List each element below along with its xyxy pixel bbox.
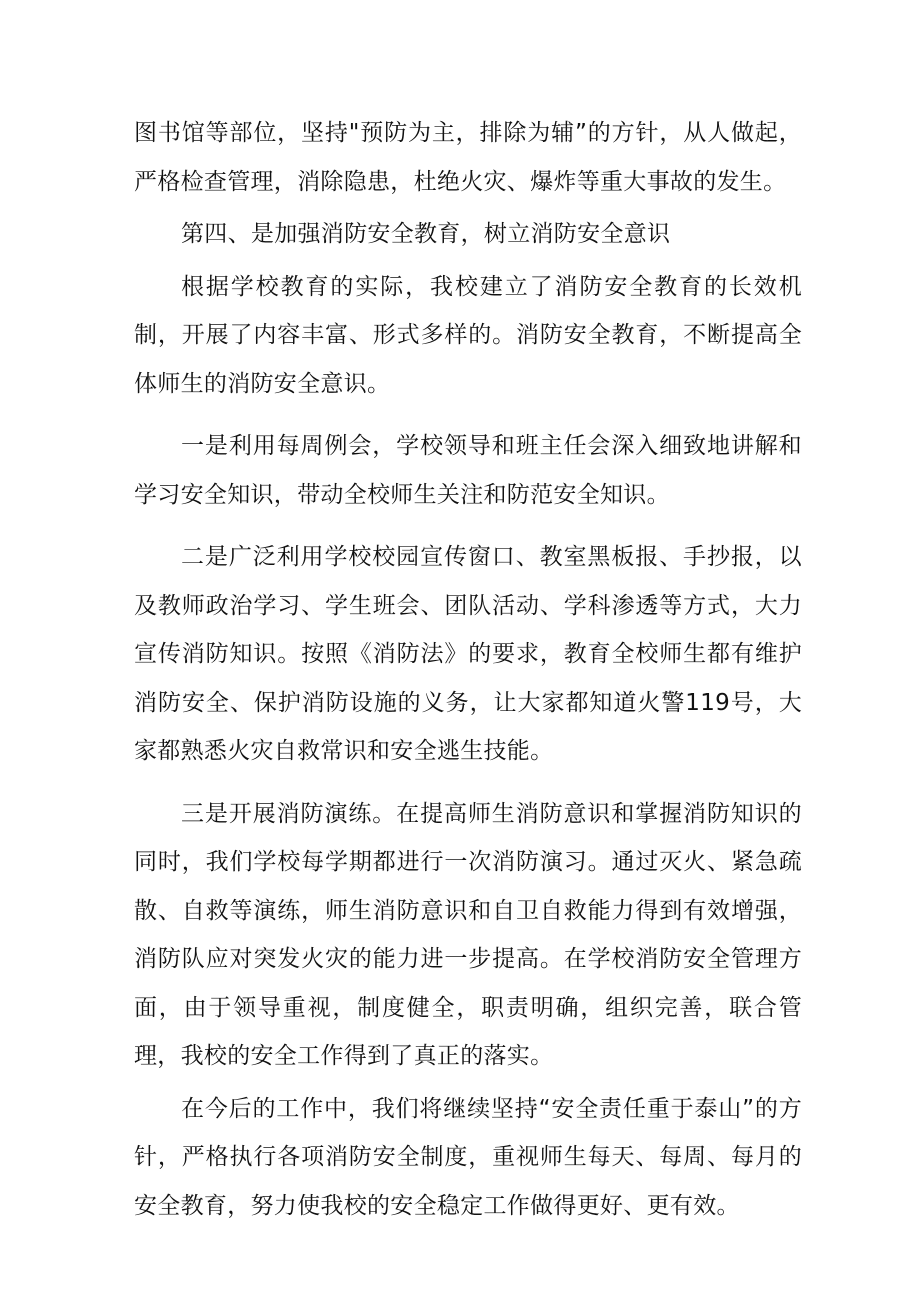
paragraph-intro: 根据学校教育的实际，我校建立了消防安全教育的长效机制，开展了内容丰富、形式多样的。消防安全教育，不断提高全体师生的消防安全意识。 (134, 273, 802, 397)
document-body (134, 109, 802, 1230)
section-heading: 第四、是加强消防安全教育，树立消防安全意识 (181, 221, 671, 247)
paragraph-point-one: 一是利用每周例会，学校领导和班主任会深入细致地讲解和学习安全知识，带动全校师生关注和防范安全知识。 (134, 433, 802, 508)
paragraph-conclusion: 在今后的工作中，我们将继续坚持“安全责任重于泰山”的方针，严格执行各项消防安全制度，重视师生每天、每周、每月的安全教育，努力使我校的安全稳定工作做得更好、更有效。 (134, 1095, 802, 1219)
paragraph-continuation: 图书馆等部位，坚持"预防为主，排除为辅”的方针，从人做起，严格检查管理，消除隐患，杜绝火灾、爆炸等重大事故的发生。 (134, 120, 802, 195)
paragraph-point-three: 三是开展消防演练。在提高师生消防意识和掌握消防知识的同时，我们学校每学期都进行一次消防演习。通过灭火、紧急疏散、自救等演练，师生消防意识和自卫自救能力得到有效增强，消防队应对突发火灾的能力进一步提高。在学校消防安全管理方面，由于领导重视，制度健全，职责明确，组织完善，联合管理，我校的安全工作得到了真正的落实。 (134, 800, 802, 1069)
paragraph-point-two: 二是广泛利用学校校园宣传窗口、教室黑板报、手抄报，以及教师政治学习、学生班会、团队活动、学科渗透等方式，大力宣传消防知识。按照《消防法》的要求，教育全校师生都有维护消防安全、保护消防设施的义务，让大家都知道火警119号，大家都熟悉火灾自救常识和安全逃生技能。 (134, 544, 802, 764)
